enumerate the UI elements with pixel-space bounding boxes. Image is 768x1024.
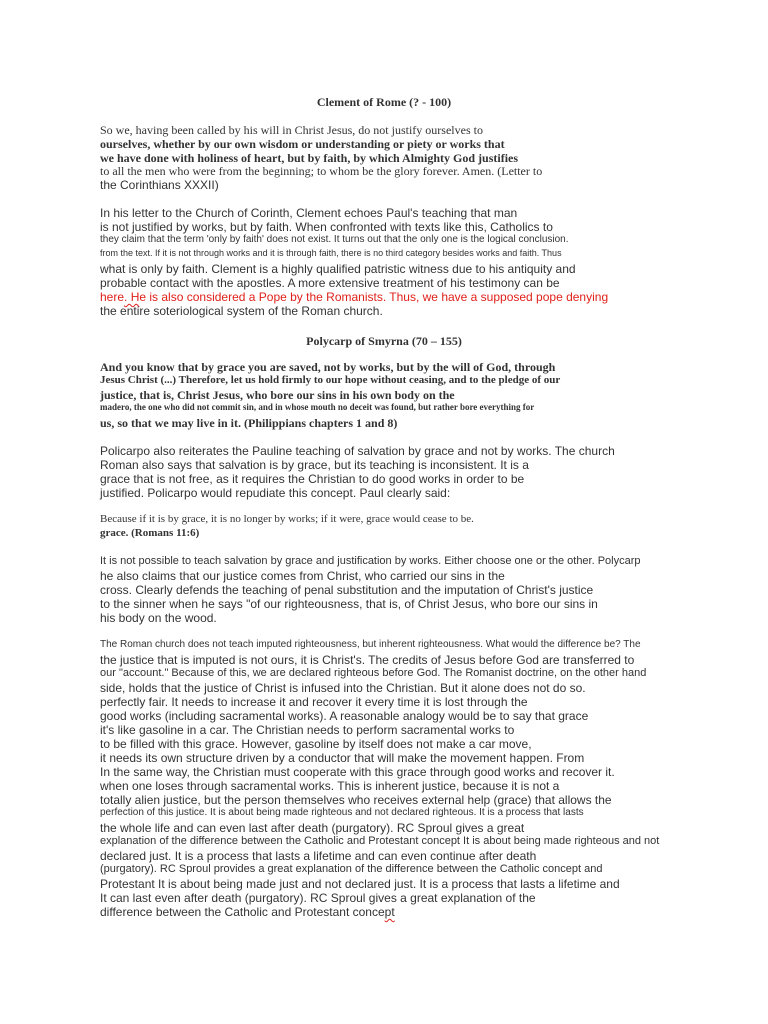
quote-line: we have done with holiness of heart, but by faith, by which Almighty God justifies xyxy=(100,151,519,165)
red-text-start: here xyxy=(100,290,125,304)
paragraph-line: It can last even after death (purgatory). RC Sproul gives a great explanation of the xyxy=(100,891,536,905)
commentary-line: he also claims that our justice comes from Christ, who carried our sins in the xyxy=(100,569,505,583)
commentary-line: justified. Policarpo would repudiate this concept. Paul clearly said: xyxy=(100,486,451,500)
commentary-line: to the sinner when he says "of our righteousness, that is, of Christ Jesus, who bore our sins in xyxy=(100,597,598,611)
commentary-line: his body on the wood. xyxy=(100,611,217,625)
romans-quote: Because if it is by grace, it is no longer by works; if it were, grace would cease to be. xyxy=(100,513,474,525)
paragraph-line: The Roman church does not teach imputed righteousness, but inherent righteousness. What would the difference be? The xyxy=(100,639,641,650)
quote-line: justice, that is, Christ Jesus, who bore our sins in his own body on the xyxy=(100,388,455,402)
paragraph-line: explanation of the difference between the Catholic and Protestant concept It is about being made righteous and not xyxy=(100,835,660,847)
highlighted-commentary-line xyxy=(100,291,608,303)
paragraph-line: to be filled with this grace. However, gasoline by itself does not make a car move, xyxy=(100,737,532,751)
paragraph-line: perfectly fair. It needs to increase it and recover it every time it is lost through the xyxy=(100,695,528,709)
spelling-flag: . H xyxy=(124,290,140,304)
paragraph-line: declared just. It is a process that lasts a lifetime and can even continue after death xyxy=(100,849,537,863)
commentary-line: is not justified by works, but by faith. When confronted with texts like this, Catholics to xyxy=(100,220,553,234)
paragraph-line: perfection of this justice. It is about being made righteous and not declared righteous. It is a process that lasts xyxy=(100,807,584,818)
paragraph-line: (purgatory). RC Sproul provides a great explanation of the difference between the Catholic concept and xyxy=(100,863,603,875)
paragraph-line: it's like gasoline in a car. The Christian needs to perform sacramental works to xyxy=(100,723,515,737)
commentary-line: what is only by faith. Clement is a highly qualified patristic witness due to his antiquity and xyxy=(100,262,576,276)
quote-line: And you know that by grace you are saved, not by works, but by the will of God, through xyxy=(100,360,556,374)
section-heading-polycarp: Polycarp of Smyrna (70 – 155) xyxy=(306,334,462,348)
section-heading-clement: Clement of Rome (? - 100) xyxy=(316,95,452,109)
quote-line: So we, having been called by his will in Christ Jesus, do not justify ourselves to xyxy=(100,123,483,137)
last-line-text: difference between the Catholic and Protestant conce xyxy=(100,905,385,919)
paragraph-line: good works (including sacramental works). A reasonable analogy would be to say that grace xyxy=(100,709,589,723)
paragraph-line xyxy=(100,906,395,918)
commentary-line: the entire soteriological system of the Roman church. xyxy=(100,304,383,318)
commentary-line: Policarpo also reiterates the Pauline teaching of salvation by grace and not by works. The church xyxy=(100,444,615,458)
commentary-line: they claim that the term 'only by faith' does not exist. It turns out that the only one is the logical conclusion. xyxy=(100,234,569,245)
commentary-line: probable contact with the apostles. A more extensive treatment of his testimony can be xyxy=(100,276,560,290)
paragraph-line: In the same way, the Christian must cooperate with this grace through good works and recover it. xyxy=(100,765,615,779)
romans-reference: grace. (Romans 11:6) xyxy=(100,527,200,539)
paragraph-line: the whole life and can even last after death (purgatory). RC Sproul gives a great xyxy=(100,821,525,835)
commentary-line: from the text. If it is not through works and it is through faith, there is no third category besides works and faith. Thus xyxy=(100,248,562,258)
red-text-rest: e is also considered a Pope by the Romanists. Thus, we have a supposed pope denying xyxy=(139,290,609,304)
commentary-line: It is not possible to teach salvation by grace and justification by works. Either choose one or the other. Polycarp xyxy=(100,555,641,567)
quote-line: madero, the one who did not commit sin, and in whose mouth no deceit was found, but rather bore everything for xyxy=(100,402,535,412)
quote-line: Jesus Christ (...) Therefore, let us hold firmly to our hope without ceasing, and to the pledge of our xyxy=(100,374,561,386)
commentary-line: cross. Clearly defends the teaching of penal substitution and the imputation of Christ's justice xyxy=(100,583,594,597)
quote-line: ourselves, whether by our own wisdom or understanding or piety or works that xyxy=(100,137,505,151)
commentary-line: In his letter to the Church of Corinth, Clement echoes Paul's teaching that man xyxy=(100,206,518,220)
paragraph-line: our "account." Because of this, we are declared righteous before God. The Romanist doctrine, on the other hand xyxy=(100,667,647,679)
spelling-flag: pt xyxy=(384,905,395,919)
paragraph-line: it needs its own structure driven by a conductor that will make the movement happen. From xyxy=(100,751,585,765)
paragraph-line: the justice that is imputed is not ours, it is Christ's. The credits of Jesus before God are transferred to xyxy=(100,653,635,667)
commentary-line: Roman also says that salvation is by grace, but its teaching is inconsistent. It is a xyxy=(100,458,529,472)
paragraph-line: side, holds that the justice of Christ is infused into the Christian. But it alone does not do so. xyxy=(100,681,586,695)
quote-line: the Corinthians XXXII) xyxy=(100,178,219,192)
commentary-line: grace that is not free, as it requires the Christian to do good works in order to be xyxy=(100,472,525,486)
paragraph-line: totally alien justice, but the person themselves who receives external help (grace) that allows the xyxy=(100,793,612,807)
paragraph-line: Protestant It is about being made just and not declared just. It is a process that lasts a lifetime and xyxy=(100,877,620,891)
quote-line: to all the men who were from the beginning; to whom be the glory forever. Amen. (Letter to xyxy=(100,164,543,178)
quote-line: us, so that we may live in it. (Philippians chapters 1 and 8) xyxy=(100,416,398,430)
paragraph-line: when one loses through sacramental works. This is inherent justice, because it is not a xyxy=(100,779,560,793)
